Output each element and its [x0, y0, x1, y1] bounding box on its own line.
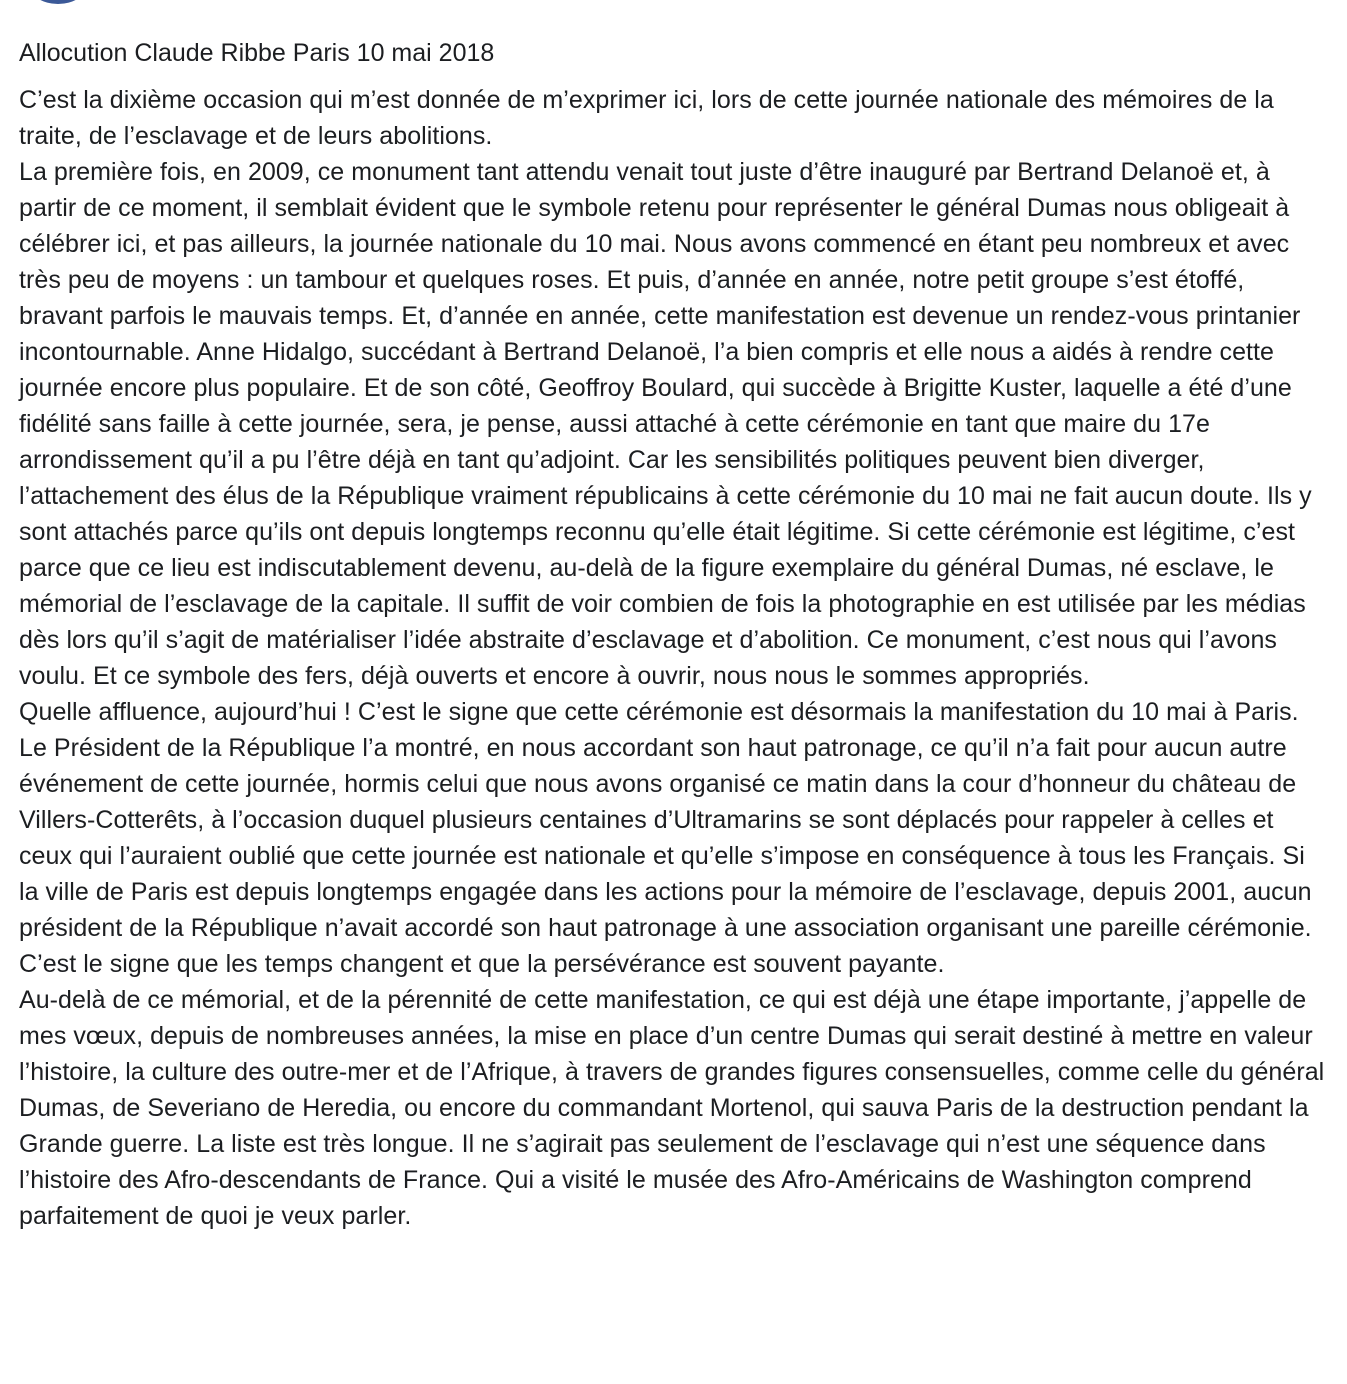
- avatar[interactable]: [30, 0, 86, 4]
- post-paragraph: C’est la dixième occasion qui m’est donnée de m’exprimer ici, lors de cette journée nationale des mémoires de la traite, de l’esclavage et de leurs abolitions.: [19, 86, 1274, 150]
- post-paragraph: La première fois, en 2009, ce monument tant attendu venait tout juste d’être inauguré par Bertrand Delanoë et, à partir de ce moment, il semblait évident que le symbole retenu pour représenter le général Dumas nous obligeait à célébrer ici, et pas ailleurs, la journée nationale du 10 mai. Nous avons commencé en étant peu nombreux et avec très peu de moyens : un tambour et quelques roses. Et puis, d’année en année, notre petit groupe s’est étoffé, bravant parfois le mauvais temps. Et, d’année en année, cette manifestation est devenue un rendez-vous printanier incontournable. Anne Hidalgo, succédant à Bertrand Delanoë, l’a bien compris et elle nous a aidés à rendre cette journée encore plus populaire. Et de son côté, Geoffroy Boulard, qui succède à Brigitte Kuster, laquelle a été d’une fidélité sans faille à cette journée, sera, je pense, aussi attaché à cette cérémonie en tant que maire du 17e arrondissement qu’il a pu l’être déjà en tant qu’adjoint. Car les sensibilités politiques peuvent bien diverger, l’attachement des élus de la République vraiment républicains à cette cérémonie du 10 mai ne fait aucun doute. Ils y sont attachés parce qu’ils ont depuis longtemps reconnu qu’elle était légitime. Si cette cérémonie est légitime, c’est parce que ce lieu est indiscutablement devenu, au-delà de la figure exemplaire du général Dumas, né esclave, le mémorial de l’esclavage de la capitale. Il suffit de voir combien de fois la photographie en est utilisée par les médias dès lors qu’il s’agit de matérialiser l’idée abstraite d’esclavage et d’abolition. Ce monument, c’est nous qui l’avons voulu. Et ce symbole des fers, déjà ouverts et encore à ouvrir, nous nous le sommes appropriés.: [19, 158, 1312, 690]
- post-content: [19, 36, 1329, 1234]
- post-paragraph: Au-delà de ce mémorial, et de la pérennité de cette manifestation, ce qui est déjà une étape importante, j’appelle de mes vœux, depuis de nombreuses années, la mise en place d’un centre Dumas qui serait destiné à mettre en valeur l’histoire, la culture des outre-mer et de l’Afrique, à travers de grandes figures consensuelles, comme celle du général Dumas, de Severiano de Heredia, ou encore du commandant Mortenol, qui sauva Paris de la destruction pendant la Grande guerre. La liste est très longue. Il ne s’agirait pas seulement de l’esclavage qui n’est une séquence dans l’histoire des Afro-descendants de France. Qui a visité le musée des Afro-Américains de Washington comprend parfaitement de quoi je veux parler.: [19, 986, 1325, 1230]
- post-paragraph: Quelle affluence, aujourd’hui ! C’est le signe que cette cérémonie est désormais la manifestation du 10 mai à Paris. Le Président de la République l’a montré, en nous accordant son haut patronage, ce qu’il n’a fait pour aucun autre événement de cette journée, hormis celui que nous avons organisé ce matin dans la cour d’honneur du château de Villers-Cotterêts, à l’occasion duquel plusieurs centaines d’Ultramarins se sont déplacés pour rappeler à celles et ceux qui l’auraient oublié que cette journée est nationale et qu’elle s’impose en conséquence à tous les Français. Si la ville de Paris est depuis longtemps engagée dans les actions pour la mémoire de l’esclavage, depuis 2001, aucun président de la République n’avait accordé son haut patronage à une association organisant une pareille cérémonie. C’est le signe que les temps changent et que la persévérance est souvent payante.: [19, 698, 1312, 978]
- post-title: Allocution Claude Ribbe Paris 10 mai 2018: [19, 39, 495, 67]
- post-body: [19, 82, 1329, 1234]
